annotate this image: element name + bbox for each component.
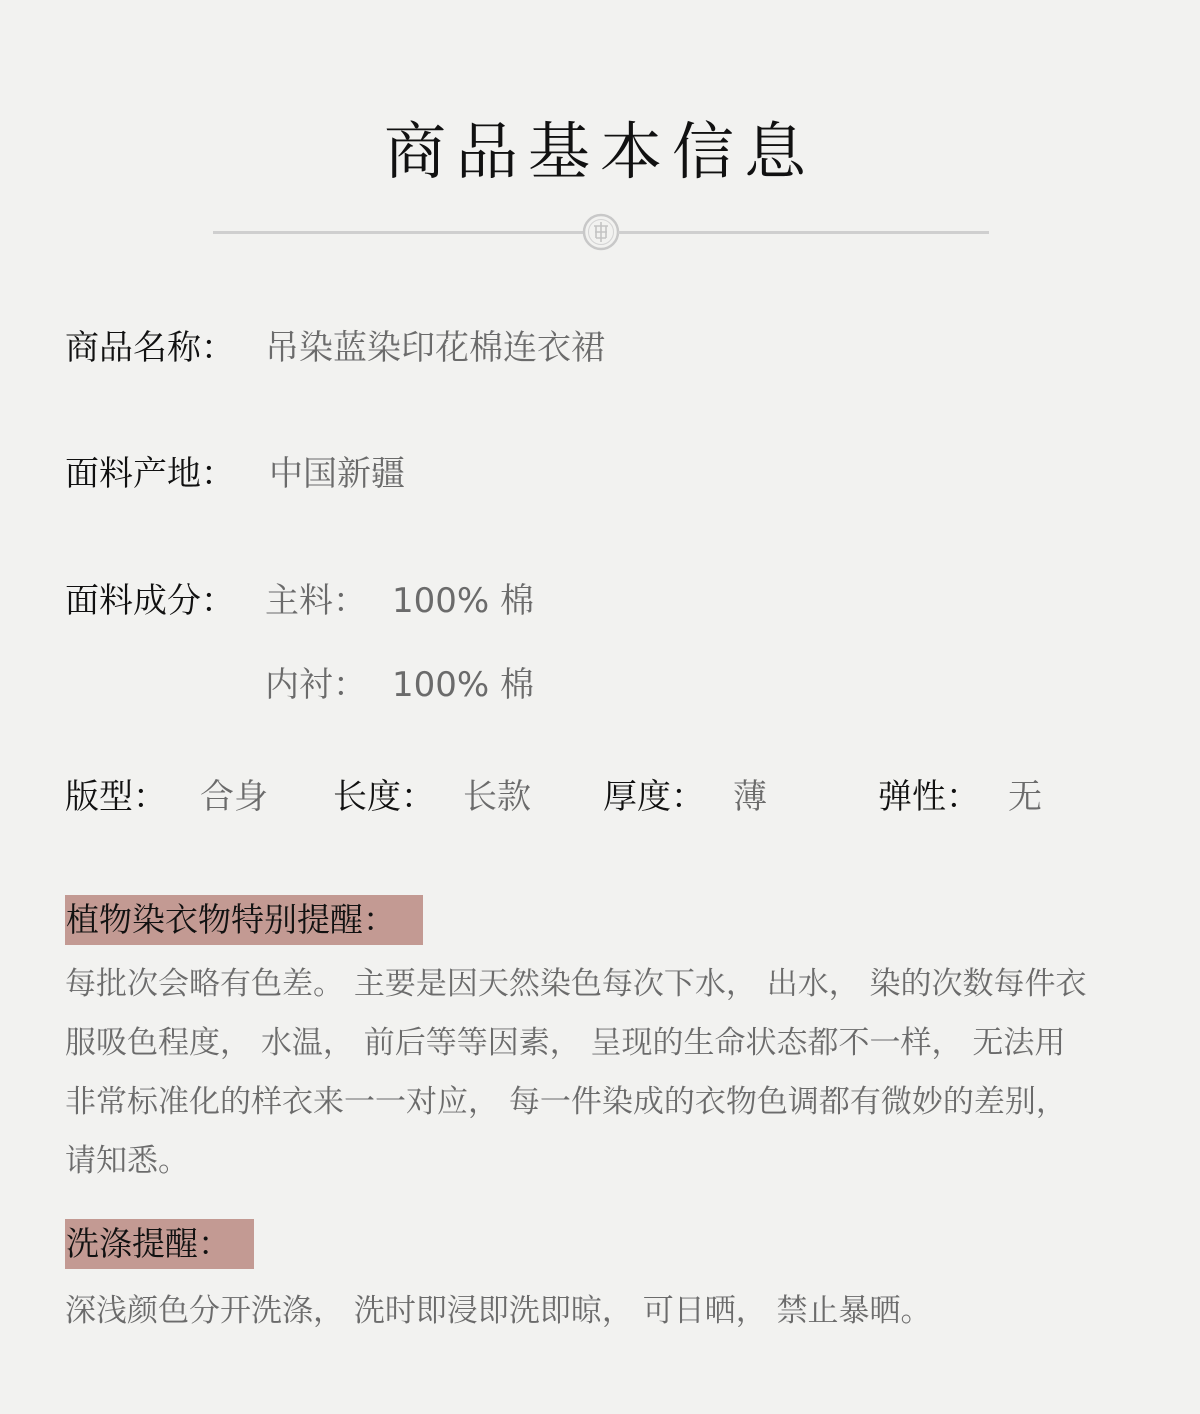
main-fabric-label: 主料：: [265, 581, 367, 621]
wash-notice-text: 深浅颜色分开洗涤， 洗时即浸即洗即晾， 可日晒， 禁止暴晒。: [65, 1293, 932, 1329]
elasticity-value: 无: [1008, 777, 1042, 817]
fit-label: 版型：: [65, 777, 167, 817]
origin-row: [65, 452, 405, 496]
length-value: 长款: [463, 777, 531, 817]
product-name-label: 商品名称：: [65, 328, 235, 368]
divider-left: [213, 231, 585, 234]
length-label: 长度：: [333, 777, 435, 817]
dye-notice-text: 每批次会略有色差。 主要是因天然染色每次下水， 出水， 染的次数每件衣服吸色程度， 水温， 前后等等因素， 呈现的生命状态都不一样， 无法用非常标准化的样衣来一一对应， 每一件染成的衣物色调都有微妙的差别， 请知悉。: [65, 966, 1087, 1179]
seal-emblem-icon: [581, 212, 621, 252]
page-title: 商品基本信息: [383, 115, 816, 188]
thickness-value: 薄: [733, 777, 767, 817]
lining-label: 内衬：: [265, 665, 367, 705]
product-name-row: [65, 326, 605, 370]
composition-label: 面料成分：: [65, 581, 235, 621]
elasticity-label: 弹性：: [878, 777, 980, 817]
main-fabric-value: 100% 棉: [392, 581, 535, 621]
thickness-label: 厚度：: [603, 777, 705, 817]
lining-row: [65, 663, 665, 707]
attributes-row: [65, 775, 1115, 819]
origin-value: 中国新疆: [269, 454, 405, 494]
wash-notice-heading: 洗涤提醒：: [65, 1219, 254, 1269]
product-name-value: 吊染蓝染印花棉连衣裙: [265, 328, 605, 368]
lining-value: 100% 棉: [392, 665, 535, 705]
composition-row: [65, 579, 665, 623]
dye-notice-heading: 植物染衣物特别提醒：: [65, 895, 423, 945]
origin-label: 面料产地：: [65, 454, 235, 494]
fit-value: 合身: [200, 777, 268, 817]
divider-right: [618, 231, 989, 234]
